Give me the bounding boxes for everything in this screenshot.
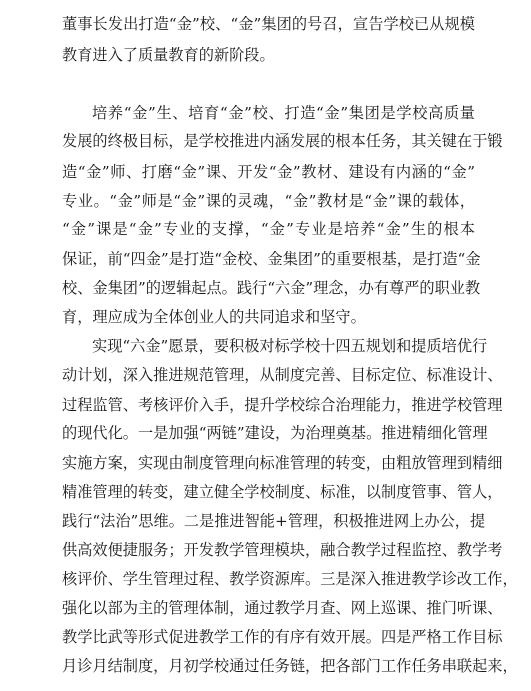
text-line: 的现代化。一是加强“两链”建设，为治理奠基。推进精细化管理 [62,424,488,442]
text-line: 实现“六金”愿景，要积极对标学校十四五规划和提质培优行 [92,337,488,355]
text-line: 育，理应成为全体创业人的共同追求和坚守。 [62,308,366,326]
text-line: 强化以部为主的管理体制，通过教学月查、网上巡课、推门听课、 [62,599,503,617]
text-line: 保证，前“四金”是打造“金校、金集团”的重要根基，是打造“金 [62,250,481,268]
text-line: 动计划，深入推进规范管理，从制度完善、目标定位、标准设计、 [62,366,503,384]
text-line: “金”课是“金”专业的支撑，“金”专业是培养“金”生的根本 [62,220,475,238]
text-line: 教学比武等形式促进教学工作的有序有效开展。四是严格工作目标 [62,628,503,646]
text-line: 过程监管、考核评价入手，提升学校综合治理能力，推进学校管理 [62,396,503,414]
text-line: 专业。“金”师是“金”课的灵魂，“金”教材是“金”课的载体， [62,192,475,210]
text-line: 董事长发出打造“金”校、“金”集团的号召，宣告学校已从规模 [62,15,475,33]
text-line: 校、金集团”的逻辑起点。践行“六金”理念，办有尊严的职业教 [62,279,481,297]
text-line: 核评价、学生管理过程、教学资源库。三是深入推进教学诊改工作， [62,570,518,588]
text-line: 发展的终极目标，是学校推进内涵发展的根本任务，其关键在于锻 [62,132,503,150]
text-line: 践行“法治”思维。二是推进智能+管理，积极推进网上办公，提 [62,512,486,530]
text-line: 实施方案，实现由制度管理向标准管理的转变，由粗放管理到精细 [62,454,503,472]
text-line: 教育进入了质量教育的新阶段。 [62,46,275,64]
text-line: 造“金”师、打磨“金”课、开发“金”教材、建设有内涵的“金” [62,163,475,181]
text-line: 供高效便捷服务；开发教学管理模块，融合教学过程监控、教学考 [62,541,503,559]
text-line: 月诊月结制度，月初学校通过任务链，把各部门工作任务串联起来， [62,657,518,675]
text-line: 培养“金”生、培育“金”校、打造“金”集团是学校高质量 [92,104,475,122]
text-line: 精准管理的转变，建立健全学校制度、标准，以制度管事、管人， [62,483,503,501]
